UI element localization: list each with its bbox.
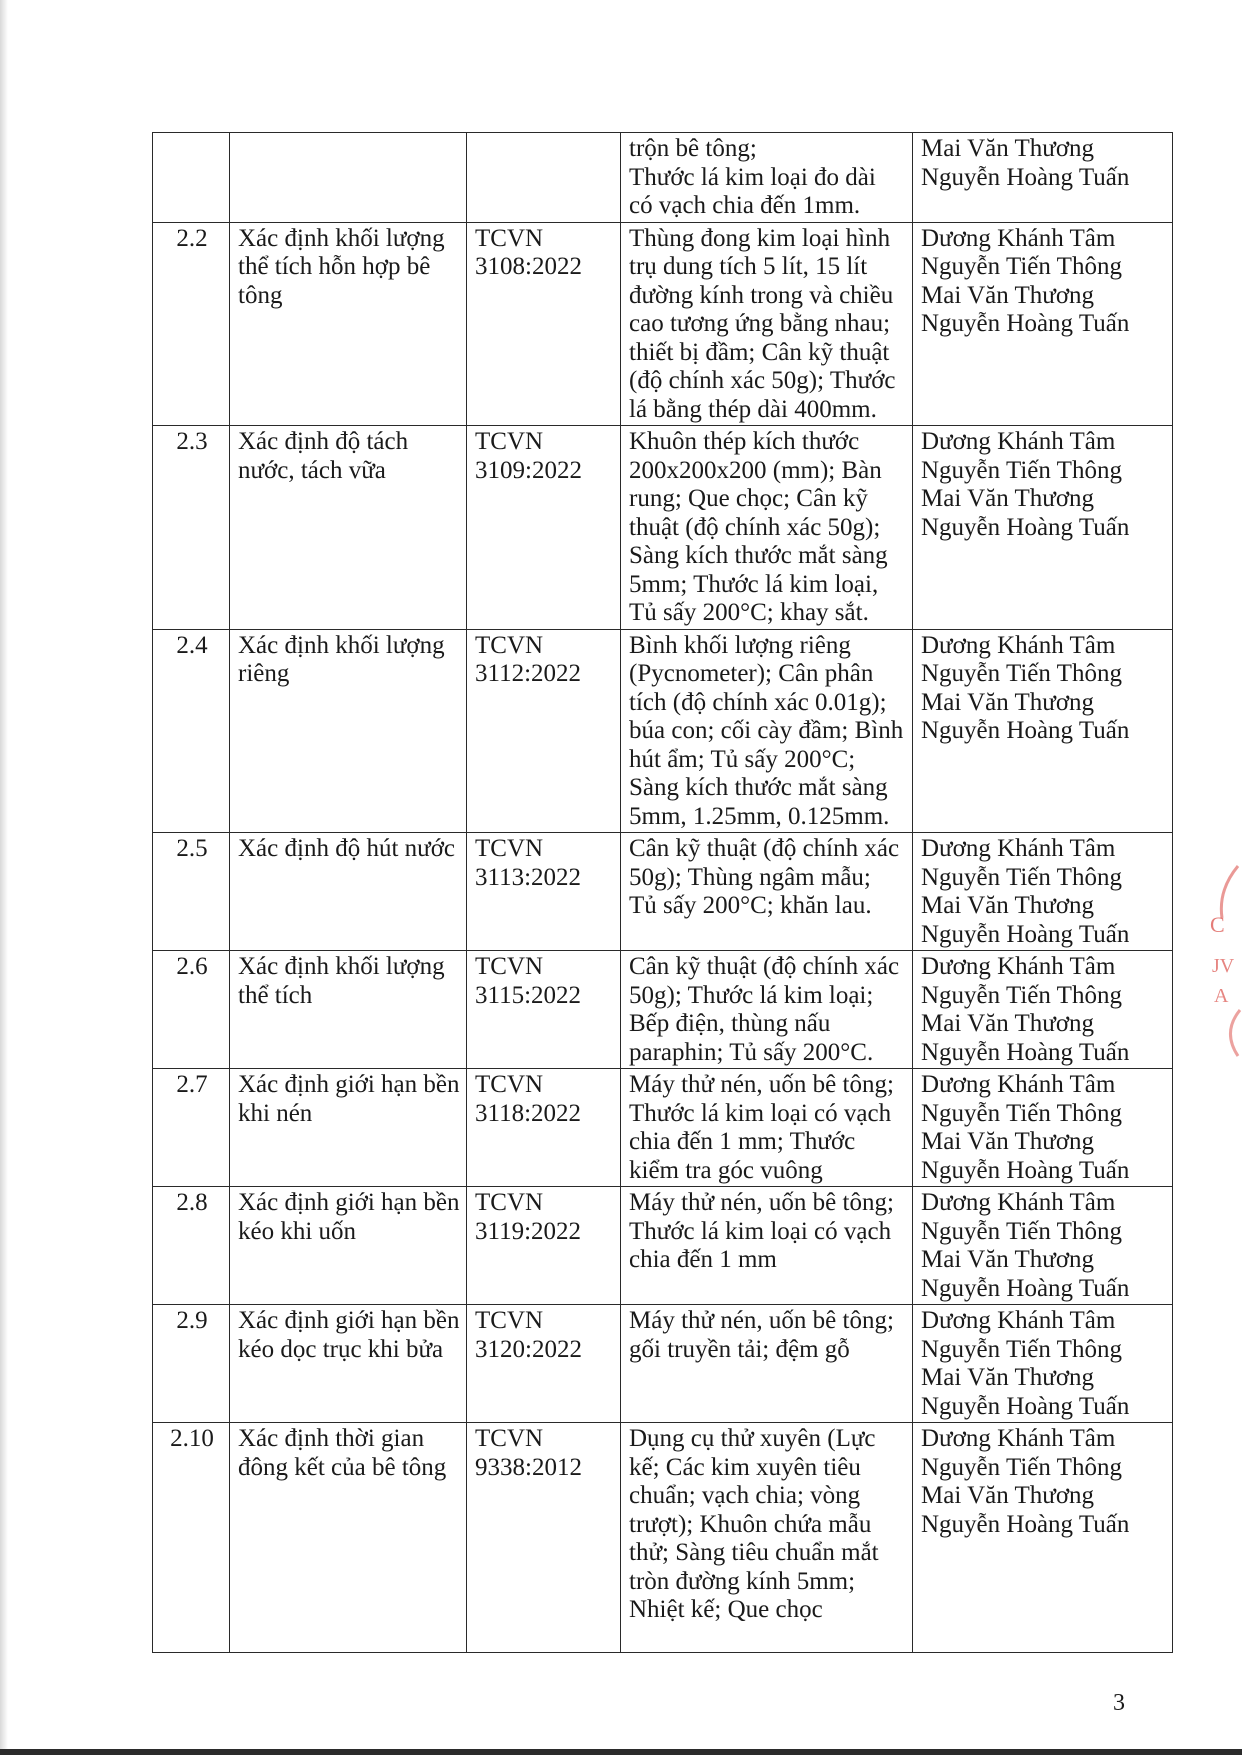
cell-standard-line: 3119:2022 — [475, 1217, 582, 1245]
cell-equipment-line: Thước lá kim loại có vạch — [629, 1099, 892, 1127]
cell-number: 2.7 — [153, 1069, 230, 1187]
cell-test-name — [230, 833, 467, 951]
cell-standard — [467, 222, 621, 426]
cell-equipment-line: đường kính trong và chiều — [629, 281, 894, 309]
cell-equipment-line: thiết bị đầm; Cân kỹ thuật — [629, 338, 890, 366]
cell-staff-line: Nguyễn Tiến Thông — [921, 981, 1122, 1009]
table-row — [153, 1423, 1173, 1653]
cell-equipment-line: 5mm; Thước lá kim loại, — [629, 570, 879, 598]
cell-equipment-line: Khuôn thép kích thước — [629, 428, 860, 455]
cell-staff-line: Mai Văn Thương — [921, 135, 1095, 162]
cell-staff-line: Dương Khánh Tâm — [921, 224, 1116, 252]
cell-test-name-line: Xác định độ tách — [238, 428, 409, 455]
cell-equipment-line: Dụng cụ thử xuyên (Lực — [629, 1425, 876, 1452]
svg-text:A: A — [1214, 985, 1229, 1007]
cell-standard-line: TCVN — [475, 1307, 544, 1334]
cell-standard-line: TCVN — [475, 953, 544, 980]
cell-test-name-line: Xác định khối lượng — [238, 631, 445, 659]
cell-equipment-line: (Pycnometer); Cân phân — [629, 660, 874, 687]
cell-test-name — [230, 629, 467, 833]
cell-standard-line: 3108:2022 — [475, 253, 582, 280]
cell-staff-line: Mai Văn Thương — [921, 688, 1095, 716]
table-row — [153, 951, 1173, 1069]
cell-test-name-line: thể tích — [238, 981, 313, 1009]
cell-staff-line: Mai Văn Thương — [921, 1246, 1095, 1273]
cell-staff — [913, 1305, 1173, 1423]
cell-equipment-line: lá bằng thép dài 400mm. — [629, 395, 877, 423]
cell-standard-line: TCVN — [475, 631, 544, 659]
cell-equipment-line: kế; Các kim xuyên tiêu — [629, 1453, 861, 1481]
cell-test-name-line: thể tích hỗn hợp bê — [238, 253, 431, 280]
cell-staff-line: Dương Khánh Tâm — [921, 1189, 1116, 1216]
red-stamp-fragment — [1208, 860, 1242, 1070]
table-row — [153, 629, 1173, 833]
cell-test-name — [230, 1069, 467, 1187]
cell-test-name-line: Xác định khối lượng — [238, 224, 445, 252]
cell-staff-line: Nguyễn Tiến Thông — [921, 1335, 1122, 1363]
cell-staff-line: Nguyễn Tiến Thông — [921, 1453, 1122, 1481]
cell-test-name — [230, 222, 467, 426]
cell-test-name-line: Xác định giới hạn bền — [238, 1189, 460, 1216]
cell-test-name-line: nước, tách vữa — [238, 456, 386, 484]
cell-equipment-line: Tủ sấy 200°C; khăn lau. — [629, 892, 872, 919]
cell-number: 2.3 — [153, 426, 230, 630]
cell-staff-line: Dương Khánh Tâm — [921, 835, 1116, 862]
cell-standard-line: TCVN — [475, 1425, 544, 1452]
cell-staff-line: Mai Văn Thương — [921, 485, 1095, 512]
cell-standard — [467, 426, 621, 630]
cell-test-name-line: Xác định thời gian — [238, 1425, 425, 1452]
cell-test-name-line: Xác định độ hút nước — [238, 835, 456, 862]
cell-equipment-line: Thước lá kim loại có vạch — [629, 1217, 892, 1245]
scan-shadow-edge — [0, 0, 8, 1755]
cell-staff — [913, 133, 1173, 223]
cell-test-name — [230, 426, 467, 630]
cell-test-name-line: Xác định giới hạn bền — [238, 1071, 460, 1098]
cell-standard-line: TCVN — [475, 428, 544, 455]
cell-staff-line: Nguyễn Tiến Thông — [921, 863, 1122, 891]
cell-equipment — [621, 1069, 913, 1187]
cell-staff-line: Dương Khánh Tâm — [921, 1071, 1116, 1098]
cell-equipment-line: Tủ sấy 200°C; khay sắt. — [629, 599, 869, 626]
table-row — [153, 833, 1173, 951]
cell-equipment-line: trụ dung tích 5 lít, 15 lít — [629, 253, 868, 280]
cell-staff-line: Nguyễn Hoàng Tuấn — [921, 513, 1130, 541]
cell-staff-line: Mai Văn Thương — [921, 1128, 1095, 1155]
cell-staff-line: Mai Văn Thương — [921, 892, 1095, 919]
cell-standard-line: 3109:2022 — [475, 456, 582, 484]
cell-equipment-line: hút ẩm; Tủ sấy 200°C; — [629, 745, 856, 773]
cell-equipment-line: tích (độ chính xác 0.01g); — [629, 688, 887, 716]
cell-number: 2.4 — [153, 629, 230, 833]
table-row — [153, 222, 1173, 426]
cell-standard-line: TCVN — [475, 1071, 544, 1098]
cell-test-name — [230, 1305, 467, 1423]
cell-standard-line: TCVN — [475, 224, 544, 252]
cell-equipment-line: 5mm, 1.25mm, 0.125mm. — [629, 802, 890, 830]
cell-standard-line: 3120:2022 — [475, 1335, 582, 1363]
cell-number: 2.2 — [153, 222, 230, 426]
cell-standard-line: 3115:2022 — [475, 981, 582, 1009]
test-methods-table — [152, 132, 1173, 1653]
cell-standard-line: TCVN — [475, 835, 544, 862]
cell-number: 2.6 — [153, 951, 230, 1069]
cell-staff-line: Nguyễn Hoàng Tuấn — [921, 1274, 1130, 1302]
cell-staff-line: Nguyễn Hoàng Tuấn — [921, 1038, 1130, 1066]
cell-staff-line: Nguyễn Hoàng Tuấn — [921, 1510, 1130, 1538]
cell-standard-line: TCVN — [475, 1189, 544, 1216]
cell-test-name-line: Xác định giới hạn bền — [238, 1307, 460, 1334]
cell-number: 2.5 — [153, 833, 230, 951]
cell-test-name-line: tông — [238, 281, 283, 309]
cell-staff-line: Dương Khánh Tâm — [921, 953, 1116, 980]
cell-staff-line: Nguyễn Hoàng Tuấn — [921, 163, 1130, 191]
cell-standard — [467, 1305, 621, 1423]
cell-standard — [467, 1187, 621, 1305]
cell-equipment-line: paraphin; Tủ sấy 200°C. — [629, 1038, 874, 1066]
cell-equipment-line: (độ chính xác 50g); Thước — [629, 367, 896, 394]
cell-staff-line: Dương Khánh Tâm — [921, 428, 1116, 455]
cell-staff-line: Nguyễn Hoàng Tuấn — [921, 717, 1130, 744]
cell-equipment-line: chuẩn; vạch chia; vòng — [629, 1482, 861, 1509]
cell-staff-line: Mai Văn Thương — [921, 281, 1095, 309]
cell-staff — [913, 833, 1173, 951]
cell-equipment-line: có vạch chia đến 1mm. — [629, 192, 861, 219]
cell-standard-line: 3113:2022 — [475, 863, 582, 891]
cell-equipment — [621, 833, 913, 951]
cell-equipment-line: Cân kỹ thuật (độ chính xác — [629, 835, 900, 862]
cell-equipment-line: Thùng đong kim loại hình — [629, 224, 891, 252]
cell-equipment — [621, 222, 913, 426]
cell-standard-line: 3112:2022 — [475, 660, 582, 687]
cell-test-name-line: riêng — [238, 660, 290, 687]
cell-equipment-line: gối truyền tải; đệm gỗ — [629, 1335, 850, 1363]
cell-equipment — [621, 629, 913, 833]
cell-equipment-line: Sàng kích thước mắt sàng — [629, 542, 888, 569]
cell-equipment-line: Máy thử nén, uốn bê tông; — [629, 1189, 894, 1216]
cell-test-name-line: kéo khi uốn — [238, 1217, 357, 1245]
cell-staff — [913, 426, 1173, 630]
cell-equipment — [621, 133, 913, 223]
cell-staff-line: Nguyễn Tiến Thông — [921, 1099, 1122, 1127]
cell-equipment-line: chia đến 1 mm; Thước — [629, 1128, 856, 1155]
cell-equipment — [621, 426, 913, 630]
cell-staff-line: Dương Khánh Tâm — [921, 631, 1116, 659]
cell-equipment-line: Cân kỹ thuật (độ chính xác — [629, 953, 900, 980]
cell-test-name — [230, 133, 467, 223]
cell-equipment-line: 50g); Thùng ngâm mẫu; — [629, 863, 871, 891]
page-number: 3 — [1113, 1690, 1125, 1716]
cell-test-name — [230, 1187, 467, 1305]
cell-equipment-line: 200x200x200 (mm); Bàn — [629, 456, 882, 484]
cell-test-name — [230, 1423, 467, 1653]
table-row — [153, 426, 1173, 630]
table-row — [153, 133, 1173, 223]
cell-number: 2.8 — [153, 1187, 230, 1305]
table-body — [153, 133, 1173, 1653]
cell-staff — [913, 1187, 1173, 1305]
cell-staff-line: Nguyễn Tiến Thông — [921, 253, 1122, 280]
cell-equipment-line: tròn đường kính 5mm; — [629, 1567, 856, 1595]
cell-number — [153, 133, 230, 223]
cell-test-name-line: đông kết của bê tông — [238, 1453, 447, 1481]
cell-staff-line: Mai Văn Thương — [921, 1010, 1095, 1037]
cell-number: 2.9 — [153, 1305, 230, 1423]
cell-equipment-line: búa con; cối cày đầm; Bình — [629, 717, 904, 744]
cell-staff — [913, 1423, 1173, 1653]
scan-bottom-edge — [0, 1749, 1242, 1755]
cell-staff-line: Dương Khánh Tâm — [921, 1425, 1116, 1452]
cell-test-name-line: khi nén — [238, 1099, 313, 1127]
cell-standard — [467, 629, 621, 833]
cell-staff-line: Nguyễn Hoàng Tuấn — [921, 920, 1130, 948]
cell-test-name — [230, 951, 467, 1069]
cell-equipment-line: Bếp điện, thùng nấu — [629, 1010, 831, 1037]
cell-equipment — [621, 1305, 913, 1423]
cell-standard-line: 9338:2012 — [475, 1453, 582, 1481]
cell-staff — [913, 1069, 1173, 1187]
cell-equipment-line: trộn bê tông; — [629, 135, 757, 162]
cell-test-name-line: kéo dọc trục khi bửa — [238, 1335, 444, 1363]
cell-standard — [467, 1423, 621, 1653]
cell-standard — [467, 951, 621, 1069]
cell-staff — [913, 629, 1173, 833]
cell-equipment-line: Sàng kích thước mắt sàng — [629, 774, 888, 801]
cell-equipment — [621, 1423, 913, 1653]
cell-number: 2.10 — [153, 1423, 230, 1653]
table-row — [153, 1187, 1173, 1305]
cell-equipment-line: trượt); Khuôn chứa mẫu — [629, 1510, 872, 1538]
cell-standard — [467, 133, 621, 223]
table-row — [153, 1305, 1173, 1423]
svg-text:JV: JV — [1212, 955, 1235, 977]
cell-staff — [913, 222, 1173, 426]
cell-standard-line: 3118:2022 — [475, 1099, 582, 1127]
cell-equipment-line: Nhiệt kế; Que chọc — [629, 1596, 823, 1623]
cell-equipment-line: Máy thử nén, uốn bê tông; — [629, 1071, 894, 1098]
cell-staff-line: Mai Văn Thương — [921, 1364, 1095, 1391]
cell-test-name-line: Xác định khối lượng — [238, 953, 445, 980]
cell-equipment-line: cao tương ứng bằng nhau; — [629, 310, 891, 337]
cell-equipment-line: kiểm tra góc vuông — [629, 1156, 823, 1184]
cell-equipment — [621, 951, 913, 1069]
svg-text:C: C — [1210, 912, 1225, 937]
cell-staff-line: Nguyễn Hoàng Tuấn — [921, 310, 1130, 337]
cell-staff-line: Dương Khánh Tâm — [921, 1307, 1116, 1334]
cell-equipment-line: Thước lá kim loại đo dài — [629, 163, 876, 191]
cell-equipment-line: chia đến 1 mm — [629, 1246, 777, 1273]
cell-staff-line: Nguyễn Hoàng Tuấn — [921, 1392, 1130, 1420]
cell-equipment-line: thử; Sàng tiêu chuẩn mắt — [629, 1539, 879, 1566]
cell-staff-line: Nguyễn Tiến Thông — [921, 1217, 1122, 1245]
cell-staff-line: Mai Văn Thương — [921, 1482, 1095, 1509]
cell-staff-line: Nguyễn Tiến Thông — [921, 660, 1122, 687]
cell-standard — [467, 1069, 621, 1187]
cell-equipment — [621, 1187, 913, 1305]
cell-equipment-line: thuật (độ chính xác 50g); — [629, 513, 881, 541]
cell-equipment-line: Bình khối lượng riêng — [629, 631, 851, 659]
cell-equipment-line: rung; Que chọc; Cân kỹ — [629, 485, 868, 512]
cell-staff-line: Nguyễn Hoàng Tuấn — [921, 1156, 1130, 1184]
cell-staff — [913, 951, 1173, 1069]
cell-equipment-line: 50g); Thước lá kim loại; — [629, 981, 874, 1009]
cell-equipment-line: Máy thử nén, uốn bê tông; — [629, 1307, 894, 1334]
table-row — [153, 1069, 1173, 1187]
cell-standard — [467, 833, 621, 951]
cell-staff-line: Nguyễn Tiến Thông — [921, 456, 1122, 484]
